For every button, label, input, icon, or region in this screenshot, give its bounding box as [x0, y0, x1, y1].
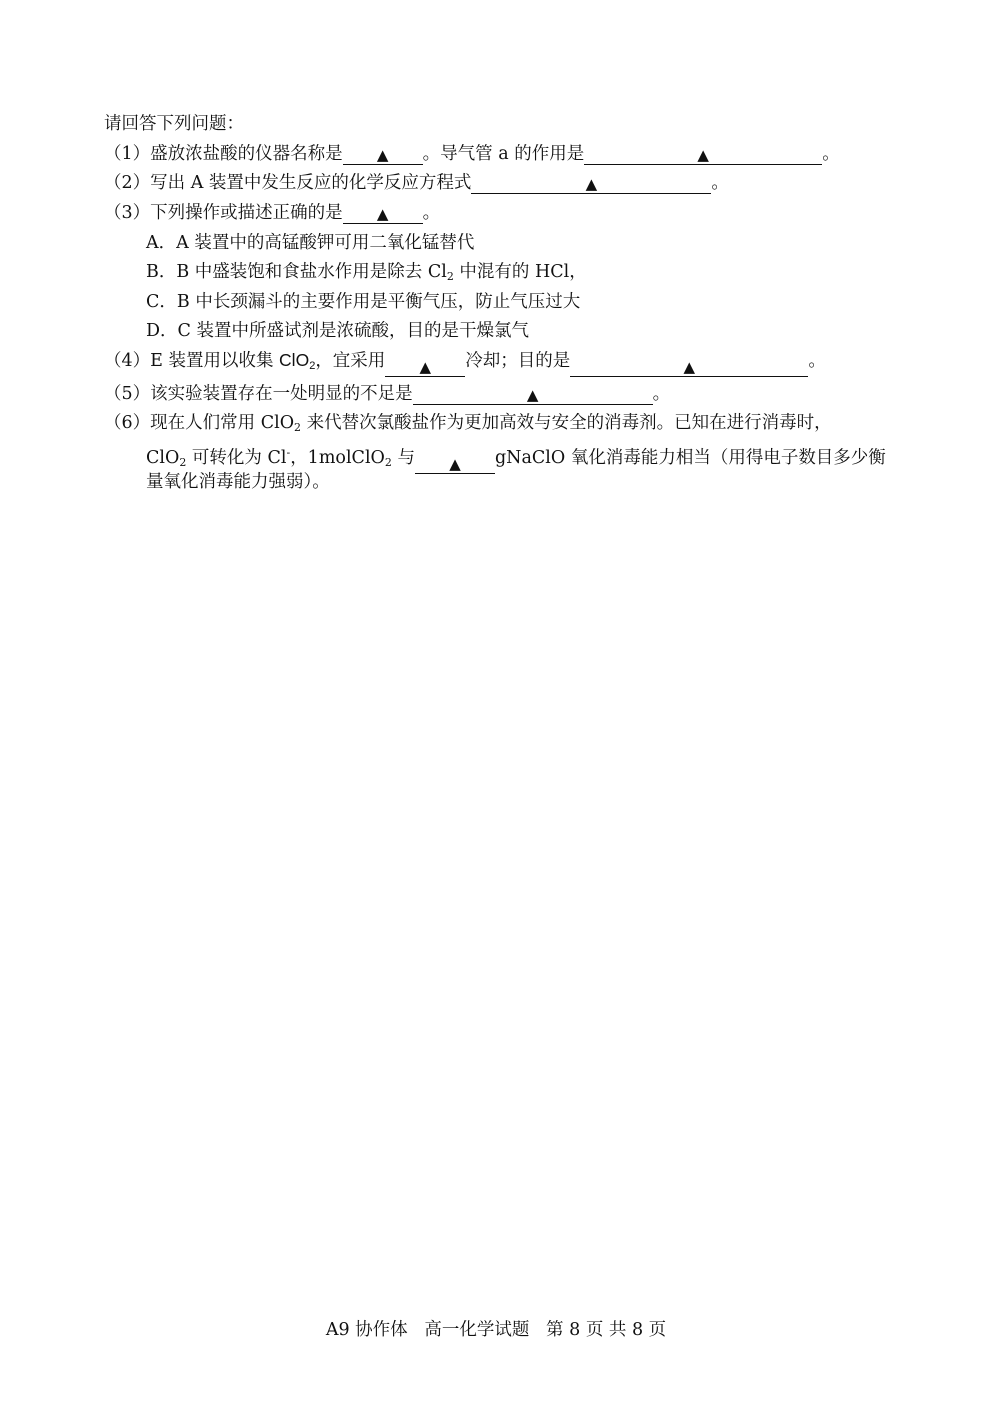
answer-blank[interactable] — [570, 356, 808, 377]
question-end: 。 — [822, 144, 840, 164]
answer-blank[interactable] — [343, 203, 423, 224]
answer-blank[interactable] — [415, 453, 495, 474]
question-end: 。 — [652, 384, 671, 404]
question-text: 来代替次氯酸盐作为更加高效与安全的消毒剂。已知在进行消毒时， — [301, 413, 832, 433]
question-text: ，1molClO — [290, 448, 385, 468]
question-number: （2） — [104, 173, 151, 193]
formula-text: ClO — [279, 350, 310, 370]
question-1 — [104, 143, 840, 165]
question-text: 与 — [391, 448, 415, 468]
question-end: 。 — [808, 351, 826, 371]
triangle-marker-icon: ▲ — [526, 386, 539, 404]
intro-text: 请回答下列问题： — [104, 114, 244, 134]
superscript: - — [286, 446, 291, 459]
question-text: 下列操作或描述正确的是 — [150, 203, 343, 223]
question-text: ，宜采用 — [315, 351, 386, 371]
answer-blank[interactable] — [385, 356, 465, 377]
question-text: 该实验装置存在一处明显的不足是 — [150, 384, 413, 404]
question-6-line-2 — [146, 442, 886, 474]
triangle-marker-icon: ▲ — [585, 175, 598, 193]
page-footer: A9 协作体 高一化学试题 第 8 页 共 8 页 — [325, 1320, 667, 1340]
option-b-text-end: 中混有的 HCl， — [453, 262, 587, 282]
triangle-marker-icon: ▲ — [449, 455, 461, 473]
answer-blank[interactable] — [413, 384, 653, 405]
question-end: 。 — [422, 203, 441, 223]
question-2 — [104, 172, 729, 194]
option-b — [146, 261, 587, 288]
subscript: 2 — [294, 421, 302, 434]
question-6 — [104, 412, 832, 439]
triangle-marker-icon: ▲ — [697, 146, 709, 164]
question-number: （6） — [104, 413, 151, 433]
triangle-marker-icon: ▲ — [376, 146, 389, 164]
option-b-text: B．B 中盛装饱和食盐水作用是除去 Cl — [146, 262, 447, 282]
answer-blank[interactable] — [471, 173, 711, 194]
subscript: 2 — [446, 270, 454, 283]
question-5 — [104, 383, 670, 405]
question-text: 写出 A 装置中发生反应的化学反应方程式 — [150, 173, 472, 193]
question-number: （3） — [104, 203, 151, 223]
subscript: 2 — [384, 456, 392, 469]
question-number: （1） — [104, 144, 151, 164]
answer-blank[interactable] — [343, 144, 423, 165]
question-6-line-3: 量氧化消毒能力强弱）。 — [146, 472, 330, 492]
question-4 — [104, 349, 826, 377]
question-number: （5） — [104, 384, 151, 404]
question-text: 冷却；目的是 — [465, 351, 571, 371]
question-text: 。导气管 a 的作用是 — [422, 144, 585, 164]
question-text: 盛放浓盐酸的仪器名称是 — [150, 144, 343, 164]
triangle-marker-icon: ▲ — [683, 358, 696, 376]
question-number: （4） — [104, 351, 151, 371]
option-c: C．B 中长颈漏斗的主要作用是平衡气压，防止气压过大 — [146, 292, 581, 312]
question-text: 现在人们常用 ClO — [150, 413, 295, 433]
question-end: 。 — [711, 173, 729, 193]
subscript: 2 — [179, 456, 187, 469]
option-d: D．C 装置中所盛试剂是浓硫酸，目的是干燥氯气 — [146, 321, 529, 341]
question-text: E 装置用以收集 — [150, 351, 280, 371]
triangle-marker-icon: ▲ — [419, 358, 432, 376]
triangle-marker-icon: ▲ — [376, 205, 389, 223]
question-3 — [104, 202, 440, 224]
question-text: 可转化为 Cl — [186, 448, 287, 468]
answer-blank[interactable] — [584, 144, 822, 165]
option-a: A．A 装置中的高锰酸钾可用二氧化锰替代 — [146, 233, 475, 253]
formula-clo2 — [279, 350, 315, 370]
subscript: 2 — [309, 360, 316, 372]
formula-text: ClO — [146, 448, 180, 468]
question-text: gNaClO 氧化消毒能力相当（用得电子数目多少衡 — [494, 448, 886, 468]
